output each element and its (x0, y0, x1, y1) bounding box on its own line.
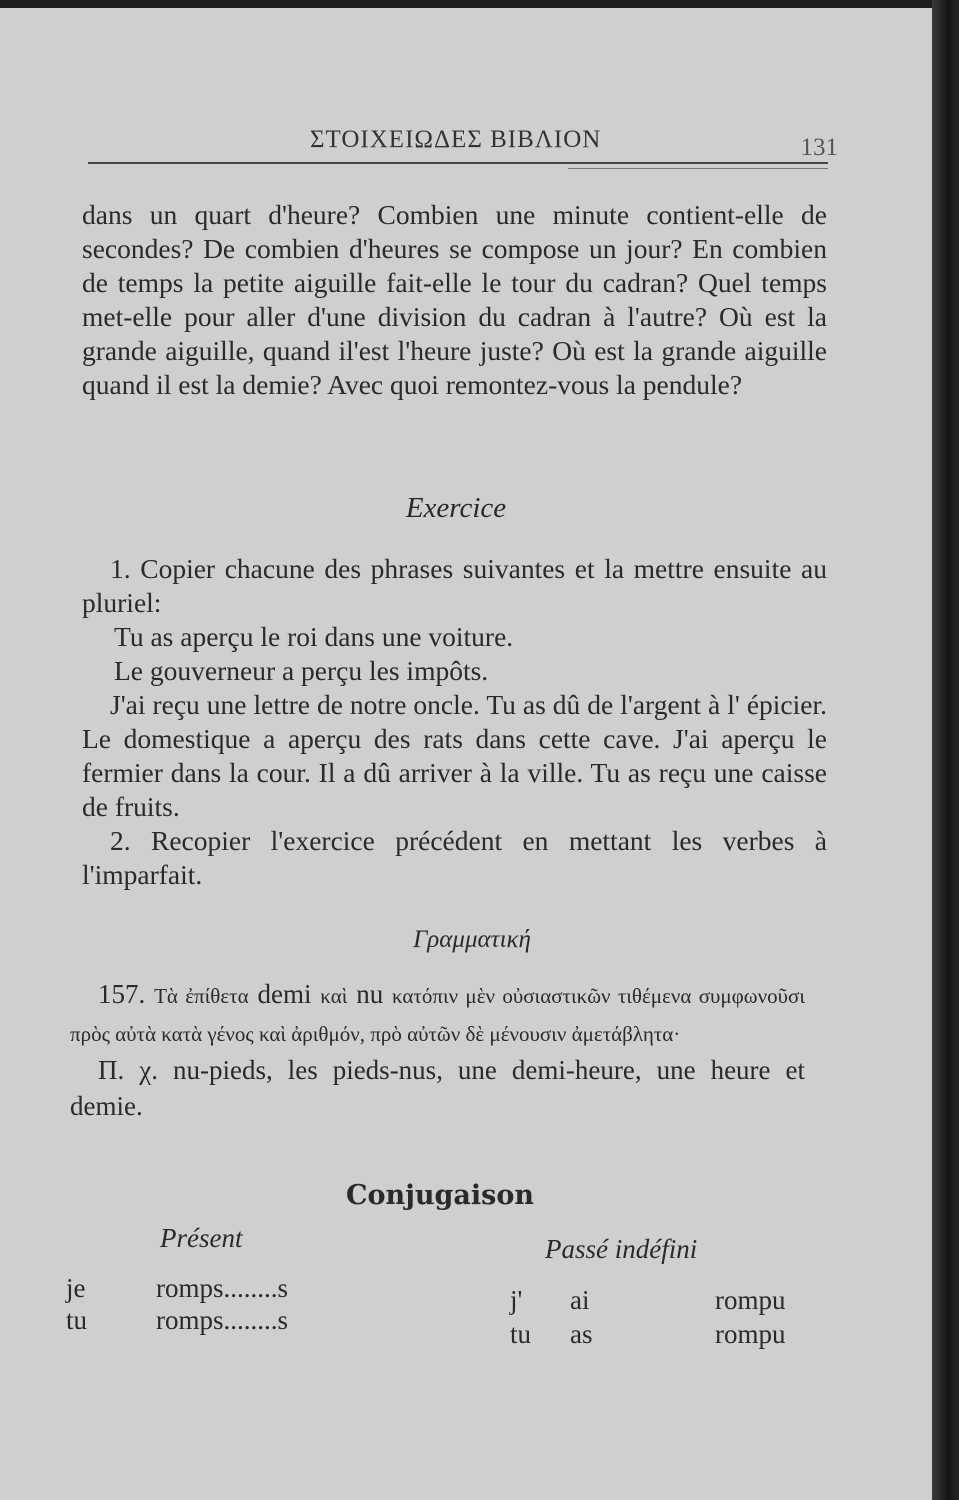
page-number: 131 (800, 134, 838, 161)
exercice-list (82, 552, 827, 892)
grammar-rule-text (70, 976, 805, 1052)
rule-greek: Τὰ ἐπίθετα (154, 984, 249, 1008)
verb-form: romps........s (156, 1273, 289, 1303)
pronoun: j' (510, 1285, 523, 1315)
exercice-item-1: 1. Copier chacune des phrases suivantes et la mettre ensuite au pluriel: (82, 553, 827, 618)
rule-greek: καὶ (320, 984, 348, 1008)
pronoun: tu (66, 1305, 88, 1335)
page-header (88, 126, 838, 166)
book-page (0, 8, 932, 1500)
rule-number: 157. (98, 979, 146, 1009)
grammar-example (70, 1052, 805, 1124)
exercice-sentence: J'ai reçu une lettre de notre oncle. Tu as dû de l'argent à l' épicier. Le domestique a aperçu des rats dans cette cave. J'ai aperçu le fermier dans la cour. Il a dû arriver à la ville. Tu as reçu une caisse de fruits. (82, 689, 827, 822)
example-label: Π. χ. (98, 1055, 158, 1085)
pronoun: je (66, 1273, 86, 1303)
pronoun: tu (510, 1319, 532, 1349)
example-text: nu-pieds, les pieds-nus, une demi-heure, une heure et demie. (70, 1055, 806, 1121)
header-rule-secondary (568, 168, 828, 169)
exercice-sentence: Le gouverneur a perçu les impôts. (114, 655, 489, 686)
present-heading: Présent (160, 1223, 243, 1253)
auxiliary: ai (570, 1285, 590, 1315)
rule-greek: κατόπιν μὲν οὐσιαστικῶν τιθέμενα συμφωνοῦσι πρὸς αὐτὰ κατὰ γένος καὶ ἀριθμόν, πρὸ αὐτῶν δὲ μένουσιν ἀμετάβλητα· (70, 984, 805, 1046)
conjugaison-heading: Conjugaison (346, 1180, 534, 1211)
grammar-heading: Γραμματική (413, 926, 531, 953)
exercice-sentence: Tu as aperçu le roi dans une voiture. (114, 621, 514, 652)
rule-french-word: demi (257, 979, 312, 1009)
exercice-item-2: 2. Recopier l'exercice précédent en mettant les verbes à l'imparfait. (82, 825, 827, 890)
exercice-heading: Exercice (405, 492, 507, 524)
passe-heading: Passé indéfini (545, 1234, 698, 1264)
participle: rompu (715, 1319, 786, 1349)
grammar-rule (70, 976, 805, 1124)
participle: rompu (715, 1285, 786, 1315)
header-rule (88, 162, 828, 164)
questions-paragraph: dans un quart d'heure? Combien une minute contient-elle de secondes? De combien d'heures se compose un jour? En combien de temps la petite aiguille fait-elle le tour du cadran? Quel temps met-elle pour aller d'une division du cadran à l'autre? Où est la grande aiguille, quand il'est l'heure juste? Où est la grande aiguille quand il est la demie? Avec quoi remontez-vous la pendule? (82, 199, 827, 400)
auxiliary: as (570, 1319, 593, 1349)
running-title: ΣΤΟΙΧΕΙΩΔΕΣ ΒΙΒΛΙΟΝ (310, 126, 602, 153)
verb-form: romps........s (156, 1305, 289, 1335)
book-spine-edge (932, 0, 959, 1500)
rule-french-word: nu (356, 979, 384, 1009)
